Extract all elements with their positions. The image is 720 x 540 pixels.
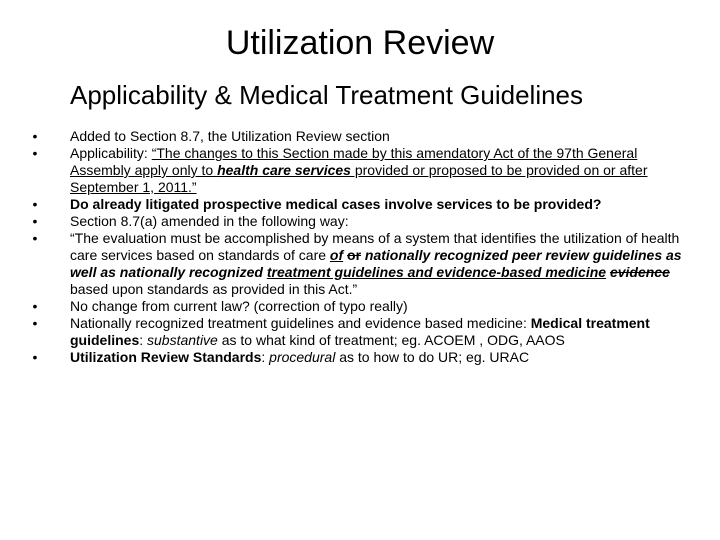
inserted-text: treatment guidelines and evidence-based medicine [266,264,607,280]
bullet-text: Section 8.7(a) amended in the following way: [70,213,349,229]
bullet-text: as to how to do UR; eg. URAC [335,349,530,365]
slide-subtitle: Applicability & Medical Treatment Guidelines [70,80,584,110]
italic-term: procedural [269,349,336,365]
bullet-text: Added to Section 8.7, the Utilization Review section [70,128,390,144]
bullet-text: : [139,332,148,348]
bullet-marker: • [32,128,38,144]
bullet-item [30,145,690,196]
inserted-text: nationally recognized peer review guidelines as well as nationally recognized [70,247,682,280]
bold-term: Utilization Review Standards [70,349,262,365]
bullet-item [30,196,690,213]
bullet-text: No change from current law? (correction of typo really) [70,298,408,314]
slide-title: Utilization Review [225,24,495,62]
bullet-text: : [261,349,270,365]
amended-text: based upon standards as provided in this Act.” [70,281,358,297]
bullet-item [30,128,690,145]
bullet-marker: • [32,298,38,314]
bullet-marker: • [32,349,38,365]
bullet-item [30,213,690,230]
italic-term: substantive [147,332,218,348]
bullet-item [30,315,690,349]
bullet-item [30,298,690,315]
bullet-item [30,349,690,366]
quote-emphasis: health care services [217,162,351,178]
amended-text: “The evaluation must be accomplished by means of a system that identifies the utilization of health care services based on standards of care [70,230,680,263]
inserted-text: of [329,247,344,263]
quoted-text [70,145,647,195]
quote-part: provided or proposed to be provided on or after September 1, 2011.” [70,162,648,195]
bullet-marker: • [32,213,38,229]
quote-part: “The changes to this Section made by this amendatory Act of the 97th General Assembly apply only to [70,145,638,178]
bullet-prefix: Applicability: [70,145,152,161]
bullet-marker: • [32,230,38,246]
bullet-marker: • [32,315,38,331]
bullet-marker: • [32,145,38,161]
bullet-list [30,128,690,366]
bullet-text: as to what kind of treatment; eg. ACOEM , ODG, AAOS [217,332,565,348]
deleted-text: or [347,247,362,263]
deleted-text: evidence [609,264,670,280]
bullet-text: Nationally recognized treatment guidelines and evidence based medicine: [70,315,531,331]
bullet-item [30,230,690,298]
bullet-text: Do already litigated prospective medical cases involve services to be provided? [70,196,602,212]
bold-term: Medical treatment guidelines [70,315,650,348]
bullet-marker: • [32,196,38,212]
